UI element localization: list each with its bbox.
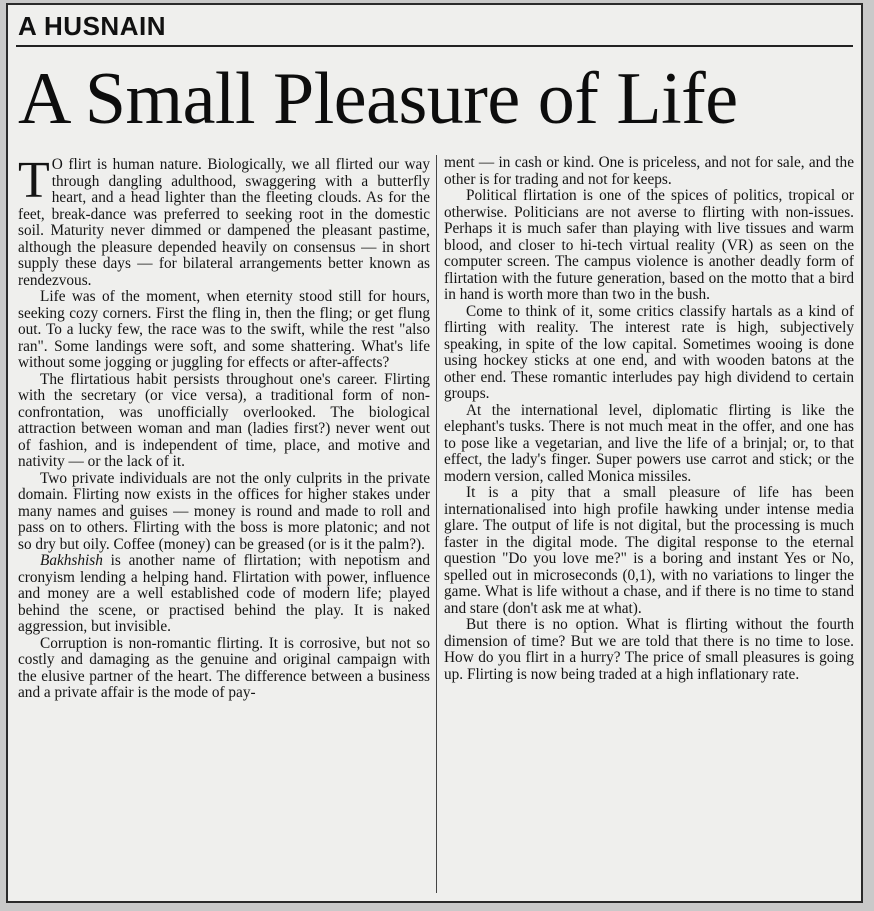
paragraph-9: At the international level, diplomatic flirting is like the elephant's tusks. There is not much meat in the offer, and one has to pose like a vegetarian, and live the life of a brinjal; or, to that effect, the lady's finger. Super powers use carrot and stick; or the modern version, called Monica missiles.: [444, 401, 854, 485]
headline: A Small Pleasure of Life: [18, 58, 738, 140]
newspaper-clipping: [6, 3, 863, 903]
paragraph-2: Life was of the moment, when eternity stood still for hours, seeking cozy corners. First the fling in, then the fling; or get flung out. To a lucky few, the race was to the swift, while the rest "also ran". Some landings were soft, and some shattering. What's life without some jogging or juggling for effects or after-affects?: [18, 288, 430, 371]
paragraph-3: The flirtatious habit persists throughout one's career. Flirting with the secretary (or vice versa), a traditional form of non-confrontation, was unofficially overlooked. The biological attraction between woman and man (ladies first?) never went out of fashion, and is independent of time, place, and motive and nativity — or the lack of it.: [18, 370, 430, 470]
paragraph-8: Come to think of it, some critics classify hartals as a kind of flirting with reality. The interest rate is high, subjectively speaking, in spite of the low capital. Sometimes wooing is done using hockey sticks at one end, and with wooden batons at the other end. These romantic interludes pay high dividend to certain groups.: [444, 302, 854, 402]
byline: A HUSNAIN: [18, 11, 166, 41]
paragraph-5-text: is another name of flirtation; with nepotism and cronyism lending a helping hand. Flirtation with power, influence and money are a well established code of modern life; played behind the scene, or practised behind the play. It is naked aggression, but invisible.: [18, 552, 430, 635]
paragraph-6: Corruption is non-romantic flirting. It is corrosive, but not so costly and damaging as the genuine and original campaign with the elusive partner of the heart. The difference between a business and a private affair is the mode of pay-: [18, 634, 430, 701]
drop-cap: T: [18, 152, 50, 209]
bakhshish-term: Bakhshish: [40, 552, 103, 569]
right-column: [444, 155, 854, 683]
left-column: [18, 152, 430, 702]
paragraph-1-text: O flirt is human nature. Biologically, we all flirted our way through dangling adulthood, swaggering with a butterfly heart, and a head lighter than the fleeting clouds. As for the feet, break-dance was preferred to seeking root in the domestic soil. Maturity never dimmed or dampened the pleasant pastime, although the pleasure depended heavily on consensus — in short supply these days — for bilateral arrangements better known as rendezvous.: [18, 156, 430, 289]
paragraph-7: Political flirtation is one of the spices of politics, tropical or otherwise. Politicians are not averse to flirting with non-issues. Perhaps it is much safer than playing with live tissues and warm blood, and closer to hi-tech virtual reality (VR) as seen on the computer screen. The campus violence is another deadly form of flirtation with the future generation, based on the motto that a bird in hand is worth more than two in the bush.: [444, 187, 854, 303]
paragraph-1: [18, 152, 430, 289]
paragraph-10: It is a pity that a small pleasure of life has been internationalised into high profile hawking under intense media glare. The output of life is not digital, but the processing is much faster in the digital mode. The digital response to the eternal question "Do you love me?" is a boring and instant Yes or No, spelled out in microseconds (0,1), with no variations to linger the game. What is life without a chase, and if there is no time to stand and stare (don't ask me at what).: [444, 484, 854, 617]
byline-rule: [16, 45, 853, 47]
paragraph-5: [18, 553, 430, 636]
paragraph-4: Two private individuals are not the only culprits in the private domain. Flirting now exists in the offices for higher stakes under many names and guises — money is round and made to roll and pass on to others. Flirting with the boss is more platonic; and not so dry but oily. Coffee (money) can be greased (or is it the palm?).: [18, 469, 430, 553]
paragraph-11: But there is no option. What is flirting without the fourth dimension of time? But we are told that there is no time to lose. How do you flirt in a hurry? The price of small pleasures is going up. Flirting is now being traded at a high inflationary rate.: [444, 616, 854, 683]
column-divider: [436, 155, 437, 893]
continuation-paragraph: ment — in cash or kind. One is priceless, and not for sale, and the other is for trading and not for keeps.: [444, 154, 854, 188]
